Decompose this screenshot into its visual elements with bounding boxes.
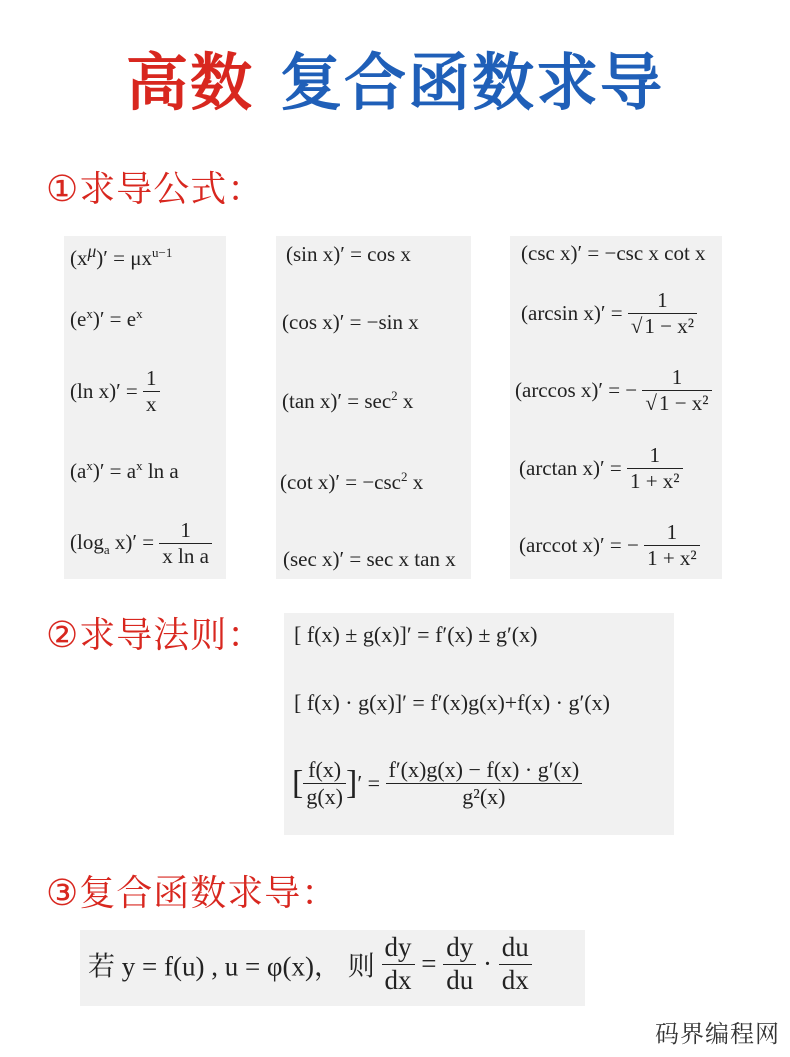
formula-cos: (cos x)′ = −sin x bbox=[282, 310, 419, 334]
formula-sin: (sin x)′ = cos x bbox=[286, 242, 411, 266]
formula-log: ($\log_a$ x)′ = $\frac{1}{\text{x ln a}}$ bbox=[70, 519, 212, 568]
rule-quotient: [ $\frac{f(x)}{g(x)}$ ]′ = $\frac{f'(x)g(x) - f(x) \cdot g'(x)}{\text{g²(x)}}$ bbox=[292, 758, 582, 809]
formula-arccos: (arccos x)′ = − $\frac{1}{\text{√1 − x²}}$ bbox=[515, 366, 712, 415]
formula-arctan: (arctan x)′ = $\frac{1}{\text{1 + x²}}$ bbox=[519, 444, 683, 493]
formula-exp-e: $(e^x)' = e^x$ bbox=[70, 306, 143, 331]
formula-arcsin: (arcsin x)′ = $\frac{1}{\text{√1 − x²}}$ bbox=[521, 289, 697, 338]
section3-heading: ③复合函数求导： bbox=[46, 873, 339, 914]
chain-rule: 若 y = f(u) , u = φ(x)， 则 $\frac{dy}{dx}$ = $\frac{dy}{du}$ · $\frac{du}{dx}$ bbox=[88, 933, 532, 995]
formula-power: $(x^\mu)' = \mu x^{u-1}$ bbox=[70, 241, 173, 270]
formula-sec: (sec x)′ = sec x tan x bbox=[283, 547, 456, 571]
title-part1: 高数 bbox=[125, 46, 254, 119]
formula-csc: (csc x)′ = −csc x cot x bbox=[521, 241, 706, 265]
rule-sum: [ f(x) ± g(x)]′ = f′(x) ± g′(x) bbox=[294, 622, 538, 647]
page-title bbox=[0, 46, 790, 119]
watermark: 码界编程网 bbox=[655, 1020, 780, 1048]
rule-product: [ f(x) · g(x)]′ = f′(x)g(x)+f(x) · g′(x) bbox=[294, 690, 610, 715]
formula-arccot: (arccot x)′ = − $\frac{1}{\text{1 + x²}}$ bbox=[519, 521, 700, 570]
formula-cot: (cot $x)' = -\csc^2$ x bbox=[280, 469, 424, 494]
formula-tan: (tan $x)' = \sec^2 x$ bbox=[282, 388, 414, 413]
section2-heading: ②求导法则： bbox=[46, 615, 265, 656]
formula-ln: (ln x)′ = $\frac{1}{x}$ bbox=[70, 367, 160, 416]
section1-heading: ①求导公式： bbox=[46, 169, 265, 210]
title-part2: 复合函数求导 bbox=[280, 46, 665, 119]
formula-exp-a: $(a^x)' = a^x$ ln a bbox=[70, 458, 179, 483]
